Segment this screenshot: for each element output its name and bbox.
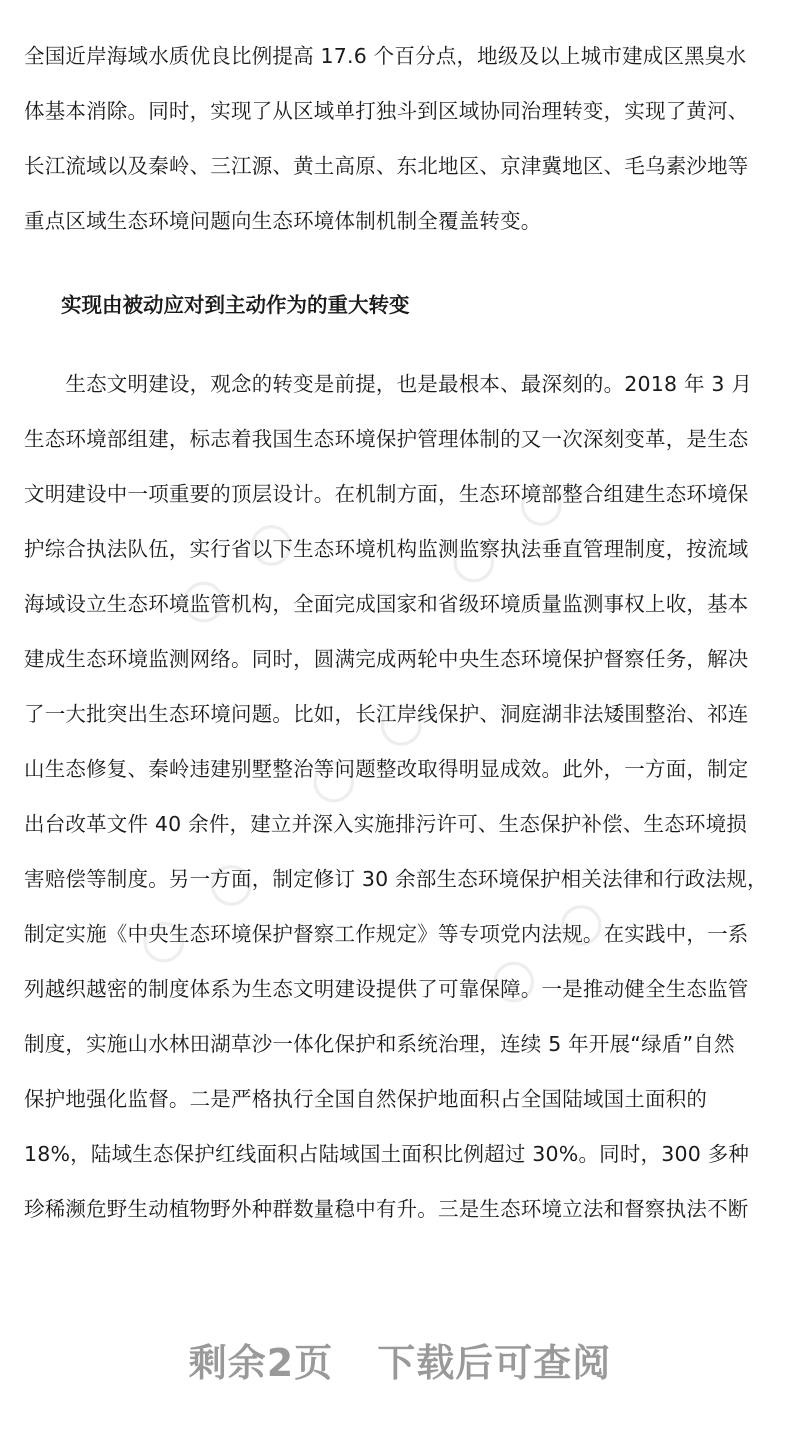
text-line: 制度，实施山水林田湖草沙一体化保护和系统治理，连续 5 年开展“绿盾”自然: [24, 1032, 735, 1056]
text-line: 长江流域以及秦岭、三江源、黄土高原、东北地区、京津冀地区、毛乌素沙地等: [24, 154, 749, 178]
text-line: 全国近岸海域水质优良比例提高 17.6 个百分点，地级及以上城市建成区黑臭水: [24, 44, 747, 68]
text-line: 山生态修复、秦岭违建别墅整治等问题整改取得明显成效。此外，一方面，制定: [24, 757, 749, 781]
text-line: 出台改革文件 40 余件，建立并深入实施排污许可、生态保护补偿、生态环境损: [24, 812, 748, 836]
watermark: 〇 〇: [171, 513, 306, 638]
text-line: 18%，陆域生态保护红线面积占陆域国土面积比例超过 30%。同时，300 多种: [24, 1142, 750, 1166]
watermark: 〇 〇: [131, 853, 266, 978]
text-line: 生态文明建设，观念的转变是前提，也是最根本、最深刻的。2018 年 3 月: [24, 372, 753, 396]
text-line: 列越织越密的制度体系为生态文明建设提供了可靠保障。一是推动健全生态监管: [24, 977, 749, 1001]
text-line: 珍稀濒危野生动植物野外种群数量稳中有升。三是生态环境立法和督察执法不断: [24, 1197, 749, 1221]
text-line: 重点区域生态环境问题向生态环境体制机制全覆盖转变。: [24, 209, 542, 233]
section-heading: 实现由被动应对到主动作为的重大转变: [61, 293, 410, 317]
remaining-pages-label: 剩余2页: [188, 1341, 334, 1385]
text-line: 制定实施《中央生态环境保护督察工作规定》等专项党内法规。在实践中，一系: [24, 922, 749, 946]
text-line: 体基本消除。同时，实现了从区域单打独斗到区域协同治理转变，实现了黄河、: [24, 99, 749, 123]
text-line: 生态环境部组建，标志着我国生态环境保护管理体制的又一次深刻变革，是生态: [24, 427, 749, 451]
download-prompt[interactable]: [0, 1338, 800, 1388]
text-line: 保护地强化监督。二是严格执行全国自然保护地面积占全国陆域国土面积的: [24, 1087, 708, 1111]
text-line: 害赔偿等制度。另一方面，制定修订 30 余部生态环境保护相关法律和行政法规，: [24, 867, 768, 891]
watermark: 〇 〇: [441, 473, 576, 598]
watermark: 〇 〇: [301, 693, 436, 818]
text-line: 文明建设中一项重要的顶层设计。在机制方面，生态环境部整合组建生态环境保: [24, 482, 749, 506]
text-line: 建成生态环境监测网络。同时，圆满完成两轮中央生态环境保护督察任务，解决: [24, 647, 749, 671]
download-to-view-label: 下载后可查阅: [377, 1341, 612, 1385]
watermark: 〇 〇: [481, 893, 616, 1018]
text-line: 海域设立生态环境监管机构，全面完成国家和省级环境质量监测事权上收，基本: [24, 592, 749, 616]
text-line: 了一大批突出生态环境问题。比如，长江岸线保护、洞庭湖非法矮围整治、祁连: [24, 702, 749, 726]
text-line: 护综合执法队伍，实行省以下生态环境机构监测监察执法垂直管理制度，按流域: [24, 537, 749, 561]
